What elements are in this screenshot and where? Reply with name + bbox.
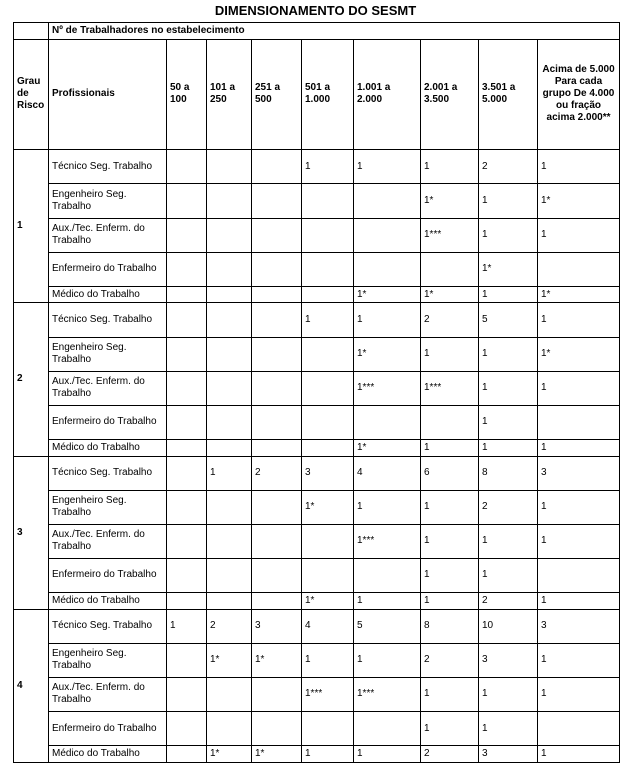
value-cell: 1 (538, 490, 620, 524)
value-cell: 2 (252, 456, 302, 490)
value-cell (207, 439, 252, 456)
value-cell (167, 405, 207, 439)
col-header-above-5000: Acima de 5.000 Para cada grupo De 4.000 ou fração acima 2.000** (538, 39, 620, 150)
table-row (14, 286, 620, 303)
value-cell: 1 (302, 303, 354, 337)
profissional-cell: Médico do Trabalho (49, 439, 167, 456)
value-cell: 1 (538, 218, 620, 252)
value-cell: 1 (421, 150, 479, 184)
value-cell: 3 (479, 746, 538, 763)
value-cell: 1 (538, 677, 620, 711)
value-cell: 1 (479, 558, 538, 592)
value-cell: 1 (354, 303, 421, 337)
grau-header: Grau de Risco (14, 39, 49, 150)
value-cell (252, 371, 302, 405)
value-cell: 1*** (302, 677, 354, 711)
value-cell (252, 218, 302, 252)
value-cell: 1 (479, 439, 538, 456)
profissional-cell: Aux./Tec. Enferm. do Trabalho (49, 218, 167, 252)
header-row (14, 39, 620, 150)
value-cell (167, 252, 207, 286)
value-cell: 1* (302, 490, 354, 524)
value-cell: 1 (207, 456, 252, 490)
value-cell: 1 (421, 593, 479, 610)
value-cell (167, 456, 207, 490)
value-cell (167, 558, 207, 592)
value-cell (538, 558, 620, 592)
value-cell: 1 (421, 439, 479, 456)
value-cell: 1 (538, 303, 620, 337)
value-cell: 1 (479, 286, 538, 303)
sesmt-table (13, 22, 620, 763)
col-header-50-100: 50 a 100 (167, 39, 207, 150)
value-cell: 10 (479, 609, 538, 643)
value-cell: 1 (302, 643, 354, 677)
value-cell (167, 371, 207, 405)
value-cell (207, 558, 252, 592)
value-cell (302, 524, 354, 558)
value-cell: 5 (479, 303, 538, 337)
value-cell (252, 524, 302, 558)
value-cell: 8 (421, 609, 479, 643)
value-cell (167, 218, 207, 252)
table-row (14, 609, 620, 643)
value-cell: 2 (421, 303, 479, 337)
value-cell (302, 439, 354, 456)
value-cell (167, 439, 207, 456)
value-cell: 2 (421, 746, 479, 763)
value-cell: 1 (479, 218, 538, 252)
value-cell: 1 (479, 371, 538, 405)
value-cell: 1 (302, 746, 354, 763)
value-cell: 1 (538, 593, 620, 610)
value-cell: 2 (479, 490, 538, 524)
value-cell (252, 677, 302, 711)
value-cell: 1 (479, 524, 538, 558)
value-cell (207, 303, 252, 337)
profissional-cell: Médico do Trabalho (49, 286, 167, 303)
value-cell (207, 252, 252, 286)
value-cell (207, 593, 252, 610)
value-cell: 1 (421, 337, 479, 371)
profissional-cell: Engenheiro Seg. Trabalho (49, 643, 167, 677)
value-cell: 1 (421, 490, 479, 524)
profissional-cell: Enfermeiro do Trabalho (49, 558, 167, 592)
profissional-cell: Médico do Trabalho (49, 593, 167, 610)
value-cell: 3 (252, 609, 302, 643)
table-row (14, 405, 620, 439)
value-cell: 1 (421, 712, 479, 746)
value-cell: 1* (538, 184, 620, 218)
value-cell (354, 184, 421, 218)
value-cell: 1 (479, 405, 538, 439)
value-cell: 1 (538, 439, 620, 456)
grau-cell: 2 (14, 303, 49, 456)
table-row (14, 643, 620, 677)
profissional-cell: Aux./Tec. Enferm. do Trabalho (49, 371, 167, 405)
value-cell: 1*** (354, 371, 421, 405)
value-cell (207, 218, 252, 252)
value-cell (207, 286, 252, 303)
value-cell: 1* (354, 439, 421, 456)
value-cell (207, 677, 252, 711)
value-cell: 5 (354, 609, 421, 643)
value-cell: 1 (421, 677, 479, 711)
value-cell (252, 337, 302, 371)
value-cell: 1 (354, 746, 421, 763)
value-cell (167, 593, 207, 610)
table-row (14, 490, 620, 524)
value-cell (167, 712, 207, 746)
value-cell: 1* (302, 593, 354, 610)
col-header-251-500: 251 a 500 (252, 39, 302, 150)
value-cell (167, 524, 207, 558)
value-cell (354, 405, 421, 439)
value-cell: 2 (479, 593, 538, 610)
profissional-cell: Engenheiro Seg. Trabalho (49, 184, 167, 218)
value-cell (207, 150, 252, 184)
value-cell: 1 (479, 677, 538, 711)
profissional-cell: Aux./Tec. Enferm. do Trabalho (49, 677, 167, 711)
value-cell: 3 (538, 456, 620, 490)
table-row (14, 677, 620, 711)
value-cell (302, 405, 354, 439)
value-cell: 1* (421, 286, 479, 303)
value-cell: 1* (207, 746, 252, 763)
grau-cell: 3 (14, 456, 49, 609)
value-cell (207, 337, 252, 371)
value-cell (421, 405, 479, 439)
value-cell: 3 (302, 456, 354, 490)
profissional-cell: Técnico Seg. Trabalho (49, 456, 167, 490)
profissional-cell: Aux./Tec. Enferm. do Trabalho (49, 524, 167, 558)
value-cell (167, 746, 207, 763)
value-cell (207, 490, 252, 524)
value-cell: 1* (421, 184, 479, 218)
workers-label: Nº de Trabalhadores no estabelecimento (49, 23, 620, 40)
value-cell: 1 (479, 337, 538, 371)
grau-cell: 1 (14, 150, 49, 303)
value-cell: 1* (207, 643, 252, 677)
value-cell: 1* (252, 746, 302, 763)
value-cell: 4 (354, 456, 421, 490)
col-header-1001-2000: 1.001 a 2.000 (354, 39, 421, 150)
value-cell: 1 (421, 558, 479, 592)
profissional-cell: Médico do Trabalho (49, 746, 167, 763)
value-cell (302, 218, 354, 252)
value-cell: 1 (538, 524, 620, 558)
value-cell (252, 184, 302, 218)
table-row (14, 746, 620, 763)
value-cell (252, 558, 302, 592)
value-cell (421, 252, 479, 286)
value-cell (252, 712, 302, 746)
col-header-101-250: 101 a 250 (207, 39, 252, 150)
page-title: DIMENSIONAMENTO DO SESMT (214, 3, 417, 18)
value-cell (302, 184, 354, 218)
value-cell: 1*** (421, 218, 479, 252)
value-cell: 3 (479, 643, 538, 677)
value-cell: 4 (302, 609, 354, 643)
table-row (14, 218, 620, 252)
grau-cell: 4 (14, 609, 49, 762)
value-cell (302, 252, 354, 286)
value-cell: 1 (354, 593, 421, 610)
value-cell: 1* (354, 286, 421, 303)
value-cell (207, 712, 252, 746)
value-cell: 2 (479, 150, 538, 184)
value-cell: 1 (167, 609, 207, 643)
value-cell (207, 524, 252, 558)
value-cell (252, 405, 302, 439)
value-cell: 1 (354, 490, 421, 524)
table-row (14, 371, 620, 405)
value-cell: 1 (354, 150, 421, 184)
value-cell: 1 (538, 371, 620, 405)
value-cell (302, 337, 354, 371)
profissional-cell: Enfermeiro do Trabalho (49, 405, 167, 439)
value-cell (167, 337, 207, 371)
value-cell (302, 712, 354, 746)
table-row (14, 456, 620, 490)
value-cell (252, 150, 302, 184)
profissional-cell: Técnico Seg. Trabalho (49, 150, 167, 184)
table-row (14, 439, 620, 456)
value-cell: 1 (538, 643, 620, 677)
value-cell (538, 712, 620, 746)
value-cell: 1* (538, 337, 620, 371)
value-cell: 1*** (354, 524, 421, 558)
value-cell (252, 252, 302, 286)
table-row (14, 303, 620, 337)
value-cell (167, 150, 207, 184)
value-cell (252, 439, 302, 456)
value-cell (354, 558, 421, 592)
value-cell (252, 593, 302, 610)
value-cell: 1 (538, 150, 620, 184)
table-row (14, 150, 620, 184)
table-row (14, 524, 620, 558)
value-cell (354, 712, 421, 746)
value-cell: 1 (302, 150, 354, 184)
value-cell (252, 490, 302, 524)
value-cell: 1 (421, 524, 479, 558)
value-cell (354, 252, 421, 286)
value-cell (302, 371, 354, 405)
value-cell (167, 286, 207, 303)
profissional-cell: Técnico Seg. Trabalho (49, 303, 167, 337)
value-cell: 1* (538, 286, 620, 303)
value-cell (207, 184, 252, 218)
value-cell: 2 (207, 609, 252, 643)
value-cell (167, 303, 207, 337)
value-cell (538, 405, 620, 439)
value-cell: 1*** (421, 371, 479, 405)
value-cell: 2 (421, 643, 479, 677)
value-cell: 1* (252, 643, 302, 677)
value-cell (302, 286, 354, 303)
table-row (14, 337, 620, 371)
table-row (14, 593, 620, 610)
value-cell (207, 405, 252, 439)
profissional-cell: Engenheiro Seg. Trabalho (49, 490, 167, 524)
table-row (14, 558, 620, 592)
value-cell: 3 (538, 609, 620, 643)
col-header-2001-3500: 2.001 a 3.500 (421, 39, 479, 150)
table-row (14, 712, 620, 746)
value-cell: 1* (354, 337, 421, 371)
value-cell: 8 (479, 456, 538, 490)
value-cell: 6 (421, 456, 479, 490)
value-cell: 1 (479, 184, 538, 218)
value-cell: 1 (479, 712, 538, 746)
prof-header: Profissionais (49, 39, 167, 150)
value-cell (252, 286, 302, 303)
value-cell (167, 643, 207, 677)
value-cell (354, 218, 421, 252)
profissional-cell: Técnico Seg. Trabalho (49, 609, 167, 643)
value-cell (252, 303, 302, 337)
value-cell (302, 558, 354, 592)
header-top-row (14, 23, 620, 40)
header-corner-cell (14, 23, 49, 40)
value-cell: 1*** (354, 677, 421, 711)
value-cell: 1 (354, 643, 421, 677)
value-cell (207, 371, 252, 405)
col-header-501-1000: 501 a 1.000 (302, 39, 354, 150)
table-row (14, 252, 620, 286)
col-header-3501-5000: 3.501 a 5.000 (479, 39, 538, 150)
value-cell (538, 252, 620, 286)
table-row (14, 184, 620, 218)
profissional-cell: Engenheiro Seg. Trabalho (49, 337, 167, 371)
value-cell (167, 677, 207, 711)
value-cell (167, 184, 207, 218)
value-cell (167, 490, 207, 524)
value-cell: 1* (479, 252, 538, 286)
profissional-cell: Enfermeiro do Trabalho (49, 252, 167, 286)
profissional-cell: Enfermeiro do Trabalho (49, 712, 167, 746)
value-cell: 1 (538, 746, 620, 763)
